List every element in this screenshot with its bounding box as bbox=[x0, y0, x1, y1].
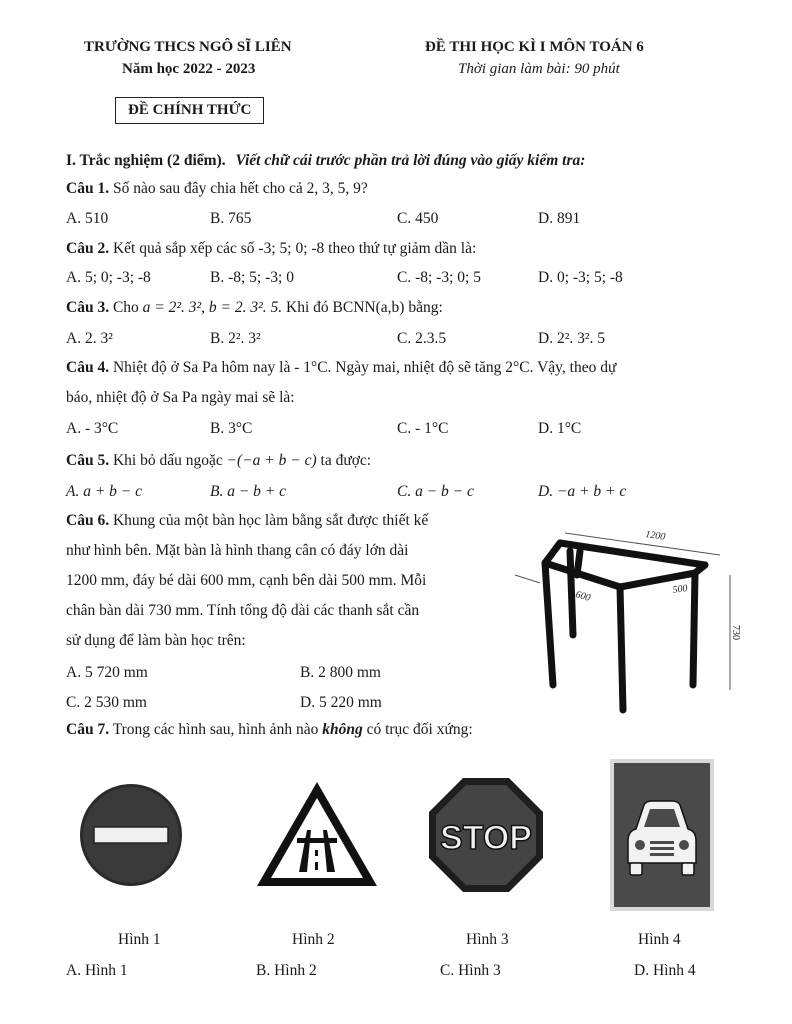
question-label: Câu 1. bbox=[66, 180, 110, 197]
expressway-sign bbox=[253, 778, 381, 890]
table-frame-figure bbox=[505, 515, 755, 715]
caption-hinh-3: Hình 3 bbox=[466, 931, 509, 948]
dim-top: 1200 bbox=[644, 529, 666, 543]
q2-option-c: C. -8; -3; 0; 5 bbox=[397, 269, 481, 286]
question-7 bbox=[66, 721, 473, 739]
q6-option-c: C. 2 530 mm bbox=[66, 694, 147, 711]
section-title: I. Trắc nghiệm (2 điểm). bbox=[66, 152, 226, 169]
dim-left: 600 bbox=[574, 589, 592, 604]
question-label: Câu 6. bbox=[66, 512, 110, 529]
section-instruction: Viết chữ cái trước phần trả lời đúng vào giấy kiểm tra: bbox=[235, 152, 586, 169]
q2-option-b: B. -8; 5; -3; 0 bbox=[210, 269, 294, 286]
q6-line-1: Khung của một bàn học làm bằng sắt được thiết kế bbox=[112, 512, 429, 529]
question-label: Câu 7. bbox=[66, 721, 110, 738]
q5-option-d: D. −a + b + c bbox=[538, 483, 627, 500]
q6-line-3: 1200 mm, đáy bé dài 600 mm, cạnh bên dài 500 mm. Mỗi bbox=[66, 572, 427, 589]
question-expression: −(−a + b − c) bbox=[226, 452, 317, 469]
question-4 bbox=[66, 359, 616, 377]
question-text: Nhiệt độ ở Sa Pa hôm nay là - 1°C. Ngày mai, nhiệt độ sẽ tăng 2°C. Vậy, theo dự bbox=[112, 359, 617, 376]
stop-sign bbox=[427, 776, 545, 894]
question-text-post: ta được: bbox=[320, 452, 372, 469]
question-text-post: có trục đối xứng: bbox=[366, 721, 473, 738]
q6-option-b: B. 2 800 mm bbox=[300, 664, 381, 681]
no-entry-sign bbox=[78, 782, 184, 888]
question-label: Câu 2. bbox=[66, 240, 110, 257]
q7-option-d: D. Hình 4 bbox=[634, 962, 696, 979]
question-emphasis: không bbox=[322, 721, 363, 738]
question-text: Số nào sau đây chia hết cho cả 2, 3, 5, 9? bbox=[112, 180, 368, 197]
caption-hinh-1: Hình 1 bbox=[118, 931, 161, 948]
question-text-post: Khi đó BCNN(a,b) bằng: bbox=[286, 299, 443, 316]
q3-option-d: D. 2². 3². 5 bbox=[538, 330, 605, 347]
question-label: Câu 5. bbox=[66, 452, 110, 469]
section-heading bbox=[66, 152, 585, 170]
question-6 bbox=[66, 508, 428, 654]
question-label: Câu 4. bbox=[66, 359, 110, 376]
q1-option-b: B. 765 bbox=[210, 210, 252, 227]
q5-option-b: B. a − b + c bbox=[210, 483, 287, 500]
q5-option-c: C. a − b − c bbox=[397, 483, 474, 500]
question-5 bbox=[66, 452, 371, 470]
q5-option-a: A. a + b − c bbox=[66, 483, 143, 500]
caption-hinh-4: Hình 4 bbox=[638, 931, 681, 948]
q3-option-c: C. 2.3.5 bbox=[397, 330, 447, 347]
question-1 bbox=[66, 180, 368, 198]
q2-option-d: D. 0; -3; 5; -8 bbox=[538, 269, 623, 286]
official-badge: ĐỀ CHÍNH THỨC bbox=[115, 97, 264, 124]
question-label: Câu 3. bbox=[66, 299, 110, 316]
question-3 bbox=[66, 299, 443, 317]
q3-option-b: B. 2². 3² bbox=[210, 330, 261, 347]
q7-option-a: A. Hình 1 bbox=[66, 962, 128, 979]
caption-hinh-2: Hình 2 bbox=[292, 931, 335, 948]
q6-line-4: chân bàn dài 730 mm. Tính tổng độ dài các thanh sắt cần bbox=[66, 602, 420, 619]
exam-title: ĐỀ THI HỌC KÌ I MÔN TOÁN 6 bbox=[425, 39, 644, 55]
school-name: TRƯỜNG THCS NGÔ SĨ LIÊN bbox=[84, 39, 292, 55]
question-text-pre: Khi bỏ dấu ngoặc bbox=[112, 452, 223, 469]
question-4-line2: báo, nhiệt độ ở Sa Pa ngày mai sẽ là: bbox=[66, 389, 295, 406]
question-text-pre: Cho bbox=[112, 299, 139, 316]
stop-text: STOP bbox=[440, 819, 532, 857]
q7-option-c: C. Hình 3 bbox=[440, 962, 501, 979]
school-year: Năm học 2022 - 2023 bbox=[122, 61, 256, 77]
q6-line-2: như hình bên. Mặt bàn là hình thang cân có đáy lớn dài bbox=[66, 542, 409, 559]
q1-option-c: C. 450 bbox=[397, 210, 439, 227]
q4-option-b: B. 3°C bbox=[210, 420, 253, 437]
q6-option-a: A. 5 720 mm bbox=[66, 664, 148, 681]
q7-option-b: B. Hình 2 bbox=[256, 962, 317, 979]
q4-option-d: D. 1°C bbox=[538, 420, 582, 437]
dim-right: 500 bbox=[671, 582, 689, 596]
question-text-pre: Trong các hình sau, hình ảnh nào bbox=[112, 721, 319, 738]
q4-option-c: C. - 1°C bbox=[397, 420, 449, 437]
question-text: Kết quả sắp xếp các số -3; 5; 0; -8 theo thứ tự giảm dần là: bbox=[112, 240, 477, 257]
q1-option-a: A. 510 bbox=[66, 210, 109, 227]
car-sign bbox=[610, 759, 714, 911]
q6-option-d: D. 5 220 mm bbox=[300, 694, 382, 711]
question-2 bbox=[66, 240, 476, 258]
q4-option-a: A. - 3°C bbox=[66, 420, 119, 437]
q3-option-a: A. 2. 3² bbox=[66, 330, 113, 347]
q2-option-a: A. 5; 0; -3; -8 bbox=[66, 269, 151, 286]
question-expression: a = 2². 3², b = 2. 3². 5. bbox=[142, 299, 283, 316]
dim-leg: 730 bbox=[730, 625, 741, 640]
q6-line-5: sử dụng để làm bàn học trên: bbox=[66, 632, 246, 649]
q1-option-d: D. 891 bbox=[538, 210, 581, 227]
exam-time: Thời gian làm bài: 90 phút bbox=[458, 61, 620, 77]
